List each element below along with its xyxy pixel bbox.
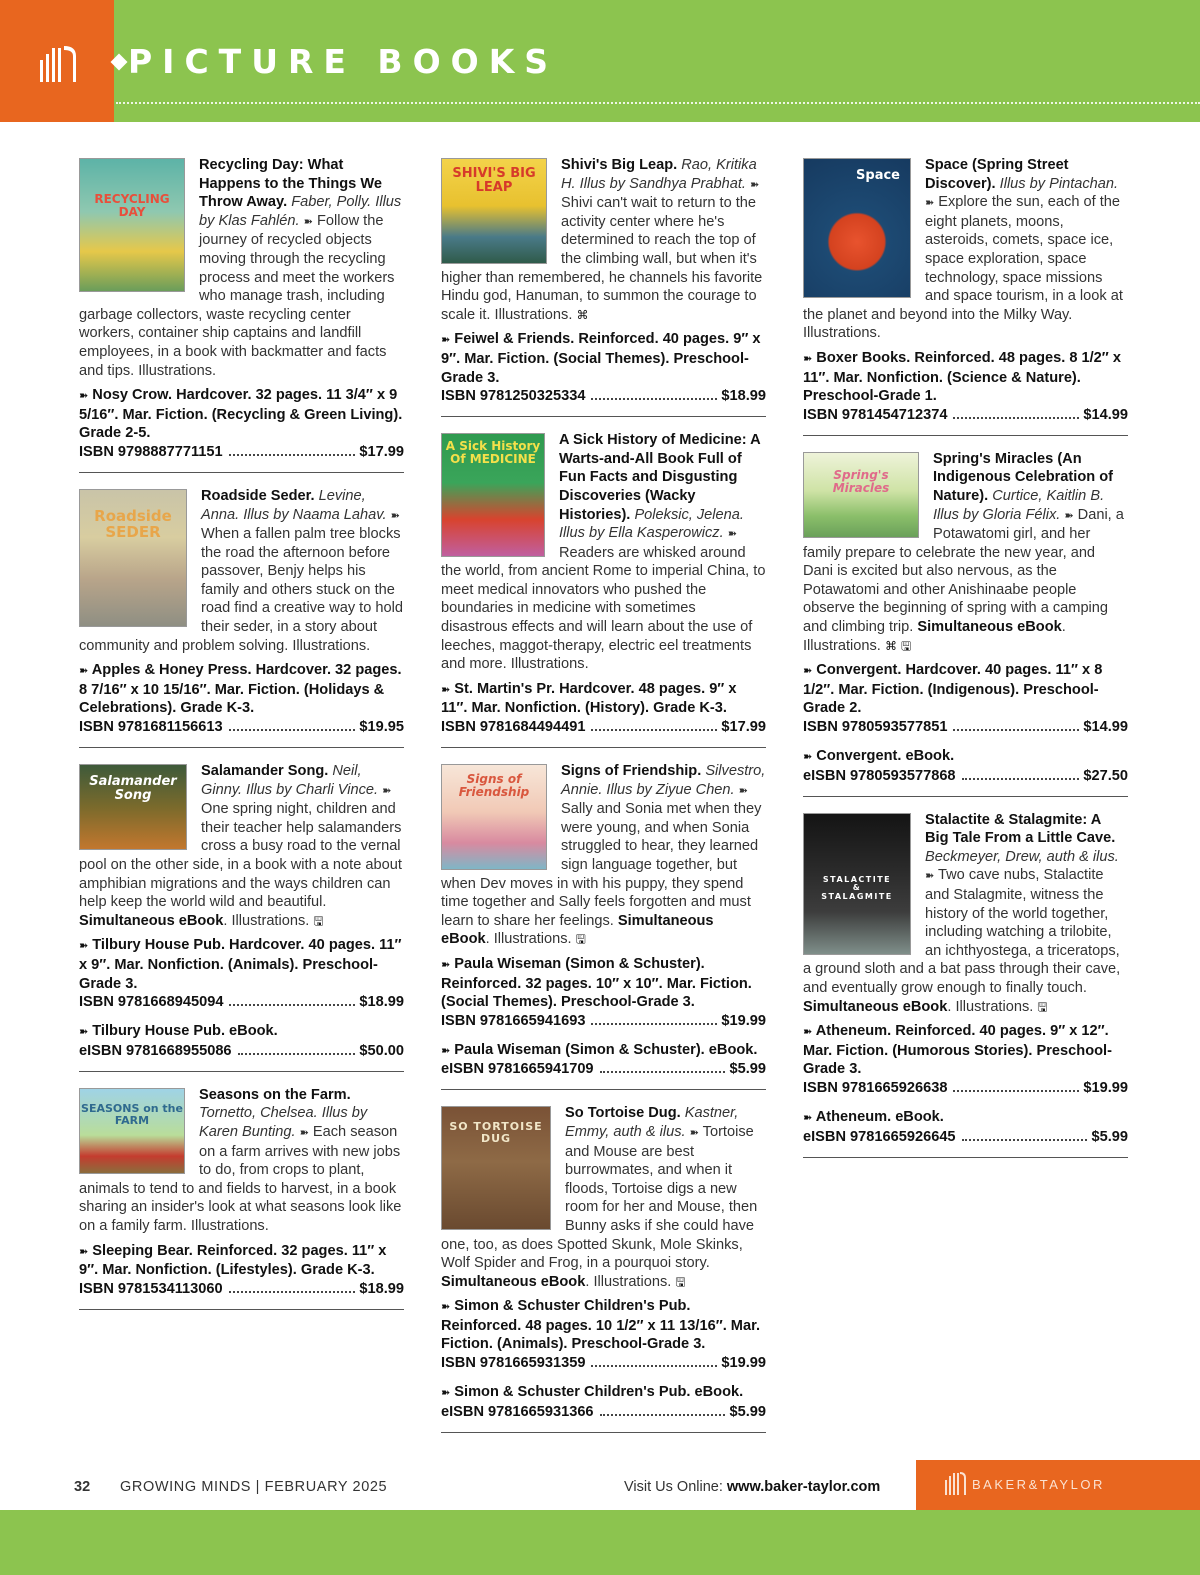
book-description: Signs of Friendship. Silvestro, Annie. Illus by Ziyue Chen. ➽ Sally and Sonia met when they were young, and when Sonia struggled to hear, they learned sign language together, but when Dev moves in with his puppy, they spend time together and Sally feels forgotten and must learn to share her feelings. Simultaneous eBook. Illustrations. 🖫 <box>441 763 766 948</box>
price: $18.99 <box>359 1280 404 1297</box>
ebook-meta: ➽ Atheneum. eBook. <box>803 1108 944 1125</box>
book-cover[interactable]: Signs of Friendship <box>441 764 547 870</box>
arrow-icon: ➽ <box>803 1025 813 1039</box>
arrow-icon: ➽ <box>1064 508 1074 522</box>
book-title: Signs of Friendship. <box>561 763 702 780</box>
isbn-price-line <box>79 443 404 462</box>
book-author: Tornetto, Chelsea. Illus by Karen Bunting. <box>199 1105 368 1140</box>
arrow-icon: ➽ <box>303 214 313 228</box>
eisbn[interactable]: eISBN 9781668955086 <box>79 1042 232 1059</box>
ebook-meta: ➽ Paula Wiseman (Simon & Schuster). eBook. <box>441 1041 758 1058</box>
arrow-icon: ➽ <box>441 682 451 696</box>
eisbn[interactable]: eISBN 9781665941709 <box>441 1061 594 1078</box>
book-meta: ➽ Paula Wiseman (Simon & Schuster). Reinforced. 32 pages. 10″ x 10″. Mar. Fiction. (Social Themes). Preschool-Grade 3. <box>441 955 752 1011</box>
isbn[interactable]: ISBN 9781665941693 <box>441 1012 586 1029</box>
arrow-icon: ➽ <box>803 1110 813 1124</box>
isbn[interactable]: ISBN 9781665931359 <box>441 1355 586 1372</box>
book-meta: ➽ Simon & Schuster Children's Pub. Reinforced. 48 pages. 10 1/2″ x 11 13/16″. Mar. Fiction. (Animals). Preschool-Grade 3. <box>441 1298 761 1353</box>
baker-taylor-logo-icon <box>38 42 78 84</box>
book-author: Beckmeyer, Drew, auth & ilus. <box>925 848 1119 865</box>
book-author: Kastner, Emmy, auth & ilus. <box>565 1105 739 1140</box>
book-cover[interactable]: Roadside SEDER <box>79 489 187 627</box>
ebook-meta: ➽ Simon & Schuster Children's Pub. eBook. <box>441 1384 744 1401</box>
book-summary: Two cave nubs, Stalactite and Stalagmite, witness the history of the world together, including watching a trilobite, an ichthyostega, a triceratops, a ground sloth and a bat pass through their cave, and eventually grow enough to finally touch. <box>803 867 1121 996</box>
arrow-icon: ➽ <box>79 939 89 953</box>
ebook-price: $27.50 <box>1083 767 1128 784</box>
arrow-icon: ➽ <box>299 1125 309 1139</box>
book-cover[interactable]: SHIVI'S BIG LEAP <box>441 158 547 264</box>
price: $14.99 <box>1083 406 1128 423</box>
simultaneous-ebook-label: Simultaneous eBook <box>917 619 1062 636</box>
ebook-icon: 🖫 <box>575 932 586 947</box>
arrow-icon: ➽ <box>738 783 748 797</box>
ebook-price: $5.99 <box>1091 1128 1128 1145</box>
isbn[interactable]: ISBN 9798887771151 <box>79 443 223 460</box>
book-meta: ➽ Nosy Crow. Hardcover. 32 pages. 11 3/4″ x 9 5/16″. Mar. Fiction. (Recycling & Green Living). Grade 2-5. <box>79 387 403 442</box>
book-meta: ➽ Sleeping Bear. Reinforced. 32 pages. 11″ x 9″. Mar. Nonfiction. (Lifestyles). Grade K-3. <box>79 1242 387 1279</box>
book-description: Salamander Song. Neil, Ginny. Illus by Charli Vince. ➽ One spring night, children and their teacher help salamanders cross a busy road to the vernal pool on the other side, in a book with a note about amphibian migrations and the ways children can help keep the world wild and beautiful. Simultaneous eBook. Illustrations. 🖫 <box>79 763 402 929</box>
book-summary: Tortoise and Mouse are best burrowmates, and when it floods, Tortoise digs a new room for her and Mouse, then Bunny asks if she could have one, too, as does Spotted Skunk, Mole Skinks, Wolf Spider and Frog, in a pourquoi story. <box>441 1123 758 1272</box>
isbn-price-line <box>79 993 404 1012</box>
ebook-icon: 🖫 <box>313 913 324 928</box>
book-title: Salamander Song. <box>201 763 329 780</box>
book-title: Stalactite & Stalagmite: A Big Tale From a Little Cave. <box>925 811 1116 847</box>
book-cover[interactable]: SO TORTOISE DUG <box>441 1106 551 1230</box>
special-icon: ⌘ <box>576 307 589 322</box>
book-meta: ➽ Boxer Books. Reinforced. 48 pages. 8 1/2″ x 11″. Mar. Nonfiction. (Science & Nature). Preschool-Grade 1. <box>803 349 1121 405</box>
book-author: Illus by Pintachan. <box>999 175 1119 192</box>
isbn[interactable]: ISBN 9781681156613 <box>79 719 223 736</box>
arrow-icon: ➽ <box>79 1244 89 1258</box>
isbn-price-line <box>79 718 404 737</box>
book-title: Recycling Day: What Happens to the Things We Throw Away. <box>199 157 382 211</box>
isbn-price-line <box>803 406 1128 425</box>
book-author: Curtice, Kaitlin B. Illus by Gloria Félix. <box>933 487 1105 523</box>
arrow-icon: ➽ <box>689 1125 699 1139</box>
arrow-icon: ➽ <box>727 527 737 541</box>
price: $19.95 <box>359 719 404 736</box>
book-meta: ➽ Tilbury House Pub. Hardcover. 40 pages. 11″ x 9″. Mar. Nonfiction. (Animals). Preschool-Grade 3. <box>79 937 402 992</box>
special-icon: ⌘ <box>884 638 897 653</box>
book-cover[interactable]: Salamander Song <box>79 764 187 850</box>
arrow-icon: ➽ <box>803 664 813 678</box>
book-description: Spring's Miracles (An Indigenous Celebration of Nature). Curtice, Kaitlin B. Illus by Gloria Félix. ➽ Dani, a Potawatomi girl, and her family prepare to celebrate the new year, and Dani is excited but also nervous, as the Potawatomi and other Anishinaabe people observe the beginning of spring with a camping and climbing trip. Simultaneous eBook. Illustrations. ⌘ 🖫 <box>803 450 1124 654</box>
book-entry-salamander-song <box>79 762 404 1072</box>
book-summary: Explore the sun, each of the eight planets, moons, asteroids, comets, space ice, space exploration, space technology, space missions and space tourism, in a look at the planet and beyond into the Milky Way. Illustrations. <box>803 194 1123 342</box>
arrow-icon: ➽ <box>79 1025 89 1039</box>
book-entry-space <box>803 156 1128 436</box>
book-cover[interactable]: RECYCLING DAY <box>79 158 185 292</box>
price: $19.99 <box>1083 1079 1128 1096</box>
ebook-price: $5.99 <box>729 1061 766 1078</box>
arrow-icon: ➽ <box>925 869 935 883</box>
arrow-icon: ➽ <box>803 750 813 764</box>
column-2 <box>441 156 766 1447</box>
isbn[interactable]: ISBN 9781668945094 <box>79 994 224 1011</box>
price: $18.99 <box>721 388 766 405</box>
book-title: Space (Spring Street Discover). <box>925 157 1069 192</box>
arrow-icon: ➽ <box>79 664 89 678</box>
book-cover[interactable]: SEASONS on the FARM <box>79 1088 185 1174</box>
eisbn-price-line <box>803 767 1128 786</box>
isbn[interactable]: ISBN 9781454712374 <box>803 406 948 423</box>
price: $19.99 <box>721 1355 766 1372</box>
isbn[interactable]: ISBN 9781534113060 <box>79 1280 223 1297</box>
book-entry-so-tortoise-dug <box>441 1104 766 1432</box>
eisbn-price-line <box>441 1060 766 1079</box>
book-description: So Tortoise Dug. Kastner, Emmy, auth & ilus. ➽ Tortoise and Mouse are best burrowmates, and when it floods, Tortoise digs a new room for her and Mouse, then Bunny asks if she could have one, too, as does Spotted Skunk, Mole Skinks, Wolf Spider and Frog, in a pourquoi story. Simultaneous eBook. Illustrations. 🖫 <box>441 1105 758 1290</box>
book-title: So Tortoise Dug. <box>565 1105 681 1122</box>
book-meta: ➽ Feiwel & Friends. Reinforced. 40 pages. 9″ x 9″. Mar. Fiction. (Social Themes). Preschool-Grade 3. <box>441 331 761 386</box>
arrow-icon: ➽ <box>441 1386 451 1400</box>
arrow-icon: ➽ <box>750 177 760 191</box>
book-entry-shivis-big-leap <box>441 156 766 417</box>
price: $17.99 <box>721 719 766 736</box>
isbn-price-line <box>441 1012 766 1031</box>
book-entry-roadside-seder <box>79 487 404 748</box>
price: $14.99 <box>1083 719 1128 736</box>
price: $17.99 <box>359 443 404 460</box>
book-summary: Each season on a farm arrives with new jobs to do, from crops to plant, animals to tend to and fields to harvest, in a book sharing an insider's look at what seasons look like on a family farm. Illustrations. <box>79 1123 402 1234</box>
book-summary: Shivi can't wait to return to the activity center where he's determined to reach the top of the climbing wall, but when it's higher than remembered, he channels his favorite Hindu god, Hanuman, to summon the courage to scale it. Illustrations. <box>441 195 763 323</box>
arrow-icon: ➽ <box>79 389 89 403</box>
arrow-icon: ➽ <box>382 783 392 797</box>
book-title: Roadside Seder. <box>201 487 315 504</box>
book-author: Levine, Anna. Illus by Naama Lahav. <box>201 487 387 523</box>
eisbn[interactable]: eISBN 9780593577868 <box>803 767 956 784</box>
simultaneous-ebook-label: Simultaneous eBook <box>441 1273 586 1290</box>
visit-label: Visit Us Online: <box>624 1479 723 1495</box>
price: $19.99 <box>721 1012 766 1029</box>
visit-online <box>624 1479 880 1495</box>
arrow-icon: ➽ <box>441 333 451 347</box>
ebook-icon: 🖫 <box>901 638 912 653</box>
price: $18.99 <box>359 994 404 1011</box>
book-author: Rao, Kritika H. Illus by Sandhya Prabhat. <box>561 157 757 192</box>
header-dotted-rule <box>116 102 1200 104</box>
book-meta: ➽ Apples & Honey Press. Hardcover. 32 pages. 8 7/16″ x 10 15/16″. Mar. Fiction. (Holidays & Celebrations). Grade K-3. <box>79 662 402 717</box>
isbn-price-line <box>441 387 766 406</box>
ebook-meta: ➽ Tilbury House Pub. eBook. <box>79 1023 278 1040</box>
simultaneous-ebook-label: Simultaneous eBook <box>803 998 948 1015</box>
brand-name: BAKER&TAYLOR <box>972 1477 1105 1492</box>
book-title: Spring's Miracles (An Indigenous Celebration of Nature). <box>933 450 1113 504</box>
footer-band <box>0 1510 1200 1575</box>
ebook-price: $5.99 <box>729 1403 766 1420</box>
book-entry-stalactite-stalagmite <box>803 811 1128 1158</box>
book-cover[interactable]: STALACTITE & STALAGMITE <box>803 813 911 955</box>
book-title: A Sick History of Medicine: A Warts-and-All Book Full of Fun Facts and Disgusting Discoveries (Wacky Histories). <box>559 432 761 523</box>
isbn-price-line <box>441 718 766 737</box>
arrow-icon: ➽ <box>441 957 451 971</box>
book-meta: ➽ Convergent. Hardcover. 40 pages. 11″ x 8 1/2″. Mar. Fiction. (Indigenous). Preschool-Grade 2. <box>803 662 1103 717</box>
book-summary: Readers are whisked around the world, from ancient Rome to imperial China, to meet medical innovators who pushed the boundaries in medicine with sometimes disastrous effects and will learn about the use of leeches, maggot-therapy, electric eel treatments and more. Illustrations. <box>441 544 766 673</box>
book-entry-sick-history-of-medicine <box>441 431 766 748</box>
publication-name: GROWING MINDS | FEBRUARY 2025 <box>120 1479 388 1495</box>
eisbn[interactable]: eISBN 9781665931366 <box>441 1403 594 1420</box>
book-summary: When a fallen palm tree blocks the road the afternoon before passover, Benjy helps his family and others stuck on the road find a creative way to hold their seder, in a story about community and problem solving. Illustrations. <box>79 526 403 654</box>
header-logo-block <box>0 0 114 122</box>
book-summary: Follow the journey of recycled objects moving through the recycling process and meet the workers who manage trash, including garbage collectors, waste recycling center workers, container ship captains and landfill employees, in a book with backmatter and facts and tips. Illustrations. <box>79 212 395 379</box>
ebook-meta: ➽ Convergent. eBook. <box>803 748 955 765</box>
ebook-price: $50.00 <box>359 1042 404 1059</box>
book-entry-recycling-day <box>79 156 404 473</box>
eisbn[interactable]: eISBN 9781665926645 <box>803 1128 956 1145</box>
book-meta: ➽ St. Martin's Pr. Hardcover. 48 pages. 9″ x 11″. Mar. Nonfiction. (History). Grade K-3. <box>441 680 737 717</box>
simultaneous-ebook-label: Simultaneous eBook <box>79 912 224 929</box>
column-3 <box>803 156 1128 1172</box>
website-link[interactable]: www.baker-taylor.com <box>726 1479 881 1495</box>
isbn-price-line <box>79 1280 404 1299</box>
isbn-price-line <box>803 718 1128 737</box>
book-author: Faber, Polly. Illus by Klas Fahlén. <box>199 194 402 229</box>
eisbn-price-line <box>803 1128 1128 1147</box>
book-entry-signs-of-friendship <box>441 762 766 1090</box>
book-title: Shivi's Big Leap. <box>561 157 678 173</box>
book-summary: Sally and Sonia met when they were young, and when Sonia struggled to hear, they learned sign language together, but when Dev moves in with his puppy, they spend time together and Sally feels forgotten and must learn to share her feelings. <box>441 801 762 929</box>
book-entry-springs-miracles <box>803 450 1128 797</box>
arrow-icon: ➽ <box>390 508 400 522</box>
book-cover[interactable]: Spring's Miracles <box>803 452 919 538</box>
book-description: Stalactite & Stalagmite: A Big Tale From a Little Cave. Beckmeyer, Drew, auth & ilus. ➽ Two cave nubs, Stalactite and Stalagmite, witness the history of the world together, including watching a trilobite, an ichthyostega, a triceratops, a ground sloth and a bat pass through their cave, and eventually grow enough to finally touch. Simultaneous eBook. Illustrations. 🖫 <box>803 811 1121 1015</box>
page-number: 32 <box>74 1479 91 1495</box>
eisbn-price-line <box>441 1403 766 1422</box>
book-cover[interactable]: Space <box>803 158 911 298</box>
book-summary: Dani, a Potawatomi girl, and her family prepare to celebrate the new year, and Dani is excited but also nervous, as the Potawatomi and other Anishinaabe people observe the beginning of spring with a camping and climbing trip. <box>803 506 1124 636</box>
arrow-icon: ➽ <box>925 196 935 210</box>
page-title: PICTURE BOOKS <box>128 42 559 81</box>
isbn[interactable]: ISBN 9781665926638 <box>803 1079 948 1096</box>
arrow-icon: ➽ <box>803 351 813 365</box>
column-1 <box>79 156 404 1324</box>
book-title: Seasons on the Farm. <box>199 1086 351 1103</box>
book-meta: ➽ Atheneum. Reinforced. 40 pages. 9″ x 12″. Mar. Fiction. (Humorous Stories). Preschool-Grade 3. <box>803 1023 1112 1078</box>
book-author: Neil, Ginny. Illus by Charli Vince. <box>201 763 379 798</box>
book-entry-seasons-on-the-farm <box>79 1086 404 1310</box>
book-summary: One spring night, children and their teacher help salamanders cross a busy road to the vernal pool on the other side, in a book with a note about amphibian migrations and the ways children can help keep the world wild and beautiful. <box>79 801 402 911</box>
isbn[interactable]: ISBN 9781250325334 <box>441 388 586 405</box>
ebook-icon: 🖫 <box>1037 999 1048 1014</box>
isbn[interactable]: ISBN 9780593577851 <box>803 719 948 736</box>
ebook-icon: 🖫 <box>675 1274 686 1289</box>
baker-taylor-small-logo-icon <box>944 1470 966 1496</box>
book-author: Poleksic, Jelena. Illus by Ella Kasperowicz. <box>559 506 744 542</box>
header-band <box>0 0 1200 122</box>
arrow-icon: ➽ <box>441 1043 451 1057</box>
isbn[interactable]: ISBN 9781684494491 <box>441 719 586 736</box>
book-author: Silvestro, Annie. Illus by Ziyue Chen. <box>561 763 766 798</box>
simultaneous-ebook-label: Simultaneous eBook <box>441 912 714 948</box>
eisbn-price-line <box>79 1042 404 1061</box>
arrow-icon: ➽ <box>441 1300 451 1314</box>
isbn-price-line <box>803 1079 1128 1098</box>
isbn-price-line <box>441 1354 766 1373</box>
book-cover[interactable]: A Sick History Of MEDICINE <box>441 433 545 557</box>
